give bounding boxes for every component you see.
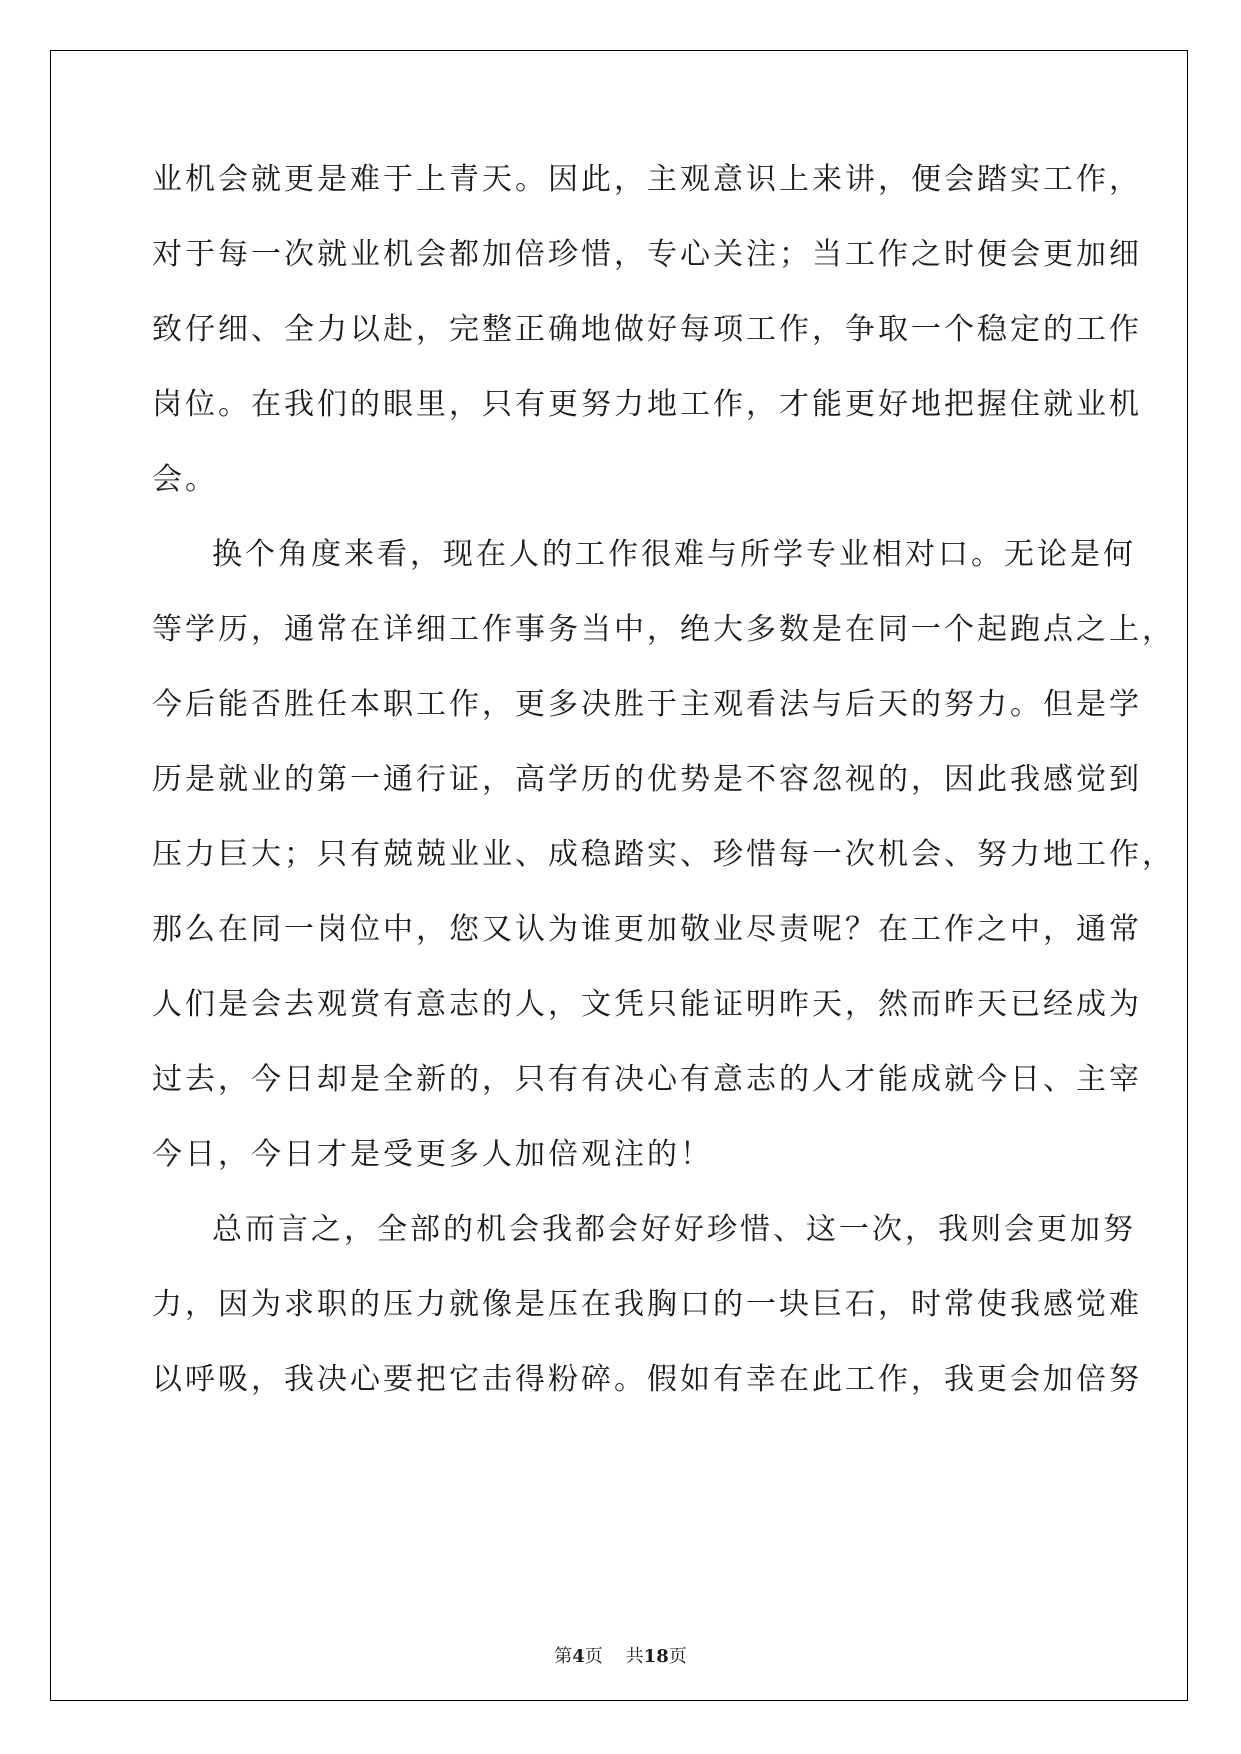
text-line: 那么在同一岗位中，您又认为谁更加敬业尽责呢？在工作之中，通常 (152, 912, 1142, 947)
text-line: 人们是会去观赏有意志的人，文凭只能证明昨天，然而昨天已经成为 (152, 987, 1142, 1022)
paragraph-start-line: 总而言之，全部的机会我都会好好珍惜、这一次，我则会更加努 (212, 1212, 1136, 1247)
text-line: 业机会就更是难于上青天。因此，主观意识上来讲，便会踏实工作， (152, 162, 1142, 197)
paragraph-start-line: 换个角度来看，现在人的工作很难与所学专业相对口。无论是何 (212, 537, 1136, 572)
text-line: 压力巨大；只有兢兢业业、成稳踏实、珍惜每一次机会、努力地工作， (152, 837, 1175, 872)
page-suffix: 页 (584, 1646, 603, 1667)
text-line: 岗位。在我们的眼里，只有更努力地工作，才能更好地把握住就业机 (152, 387, 1142, 422)
page-prefix: 第 (554, 1646, 573, 1667)
text-line: 会。 (152, 462, 218, 497)
text-line: 过去，今日却是全新的，只有有决心有意志的人才能成就今日、主宰 (152, 1062, 1142, 1097)
total-prefix: 共 (625, 1646, 644, 1667)
page-number: 4 (572, 1646, 585, 1667)
text-line: 历是就业的第一通行证，高学历的优势是不容忽视的，因此我感觉到 (152, 762, 1142, 797)
text-line: 今日，今日才是受更多人加倍观注的！ (152, 1137, 713, 1172)
total-suffix: 页 (668, 1646, 687, 1667)
text-line: 力，因为求职的压力就像是压在我胸口的一块巨石，时常使我感觉难 (152, 1287, 1142, 1322)
page-border (50, 50, 1188, 1701)
total-pages: 18 (643, 1646, 669, 1667)
text-line: 今后能否胜任本职工作，更多决胜于主观看法与后天的努力。但是学 (152, 687, 1142, 722)
page-footer (0, 1645, 1241, 1669)
text-line: 以呼吸，我决心要把它击得粉碎。假如有幸在此工作，我更会加倍努 (152, 1362, 1142, 1397)
text-line: 致仔细、全力以赴，完整正确地做好每项工作，争取一个稳定的工作 (152, 312, 1142, 347)
text-line: 对于每一次就业机会都加倍珍惜，专心关注；当工作之时便会更加细 (152, 237, 1142, 272)
text-line: 等学历，通常在详细工作事务当中，绝大多数是在同一个起跑点之上， (152, 612, 1175, 647)
